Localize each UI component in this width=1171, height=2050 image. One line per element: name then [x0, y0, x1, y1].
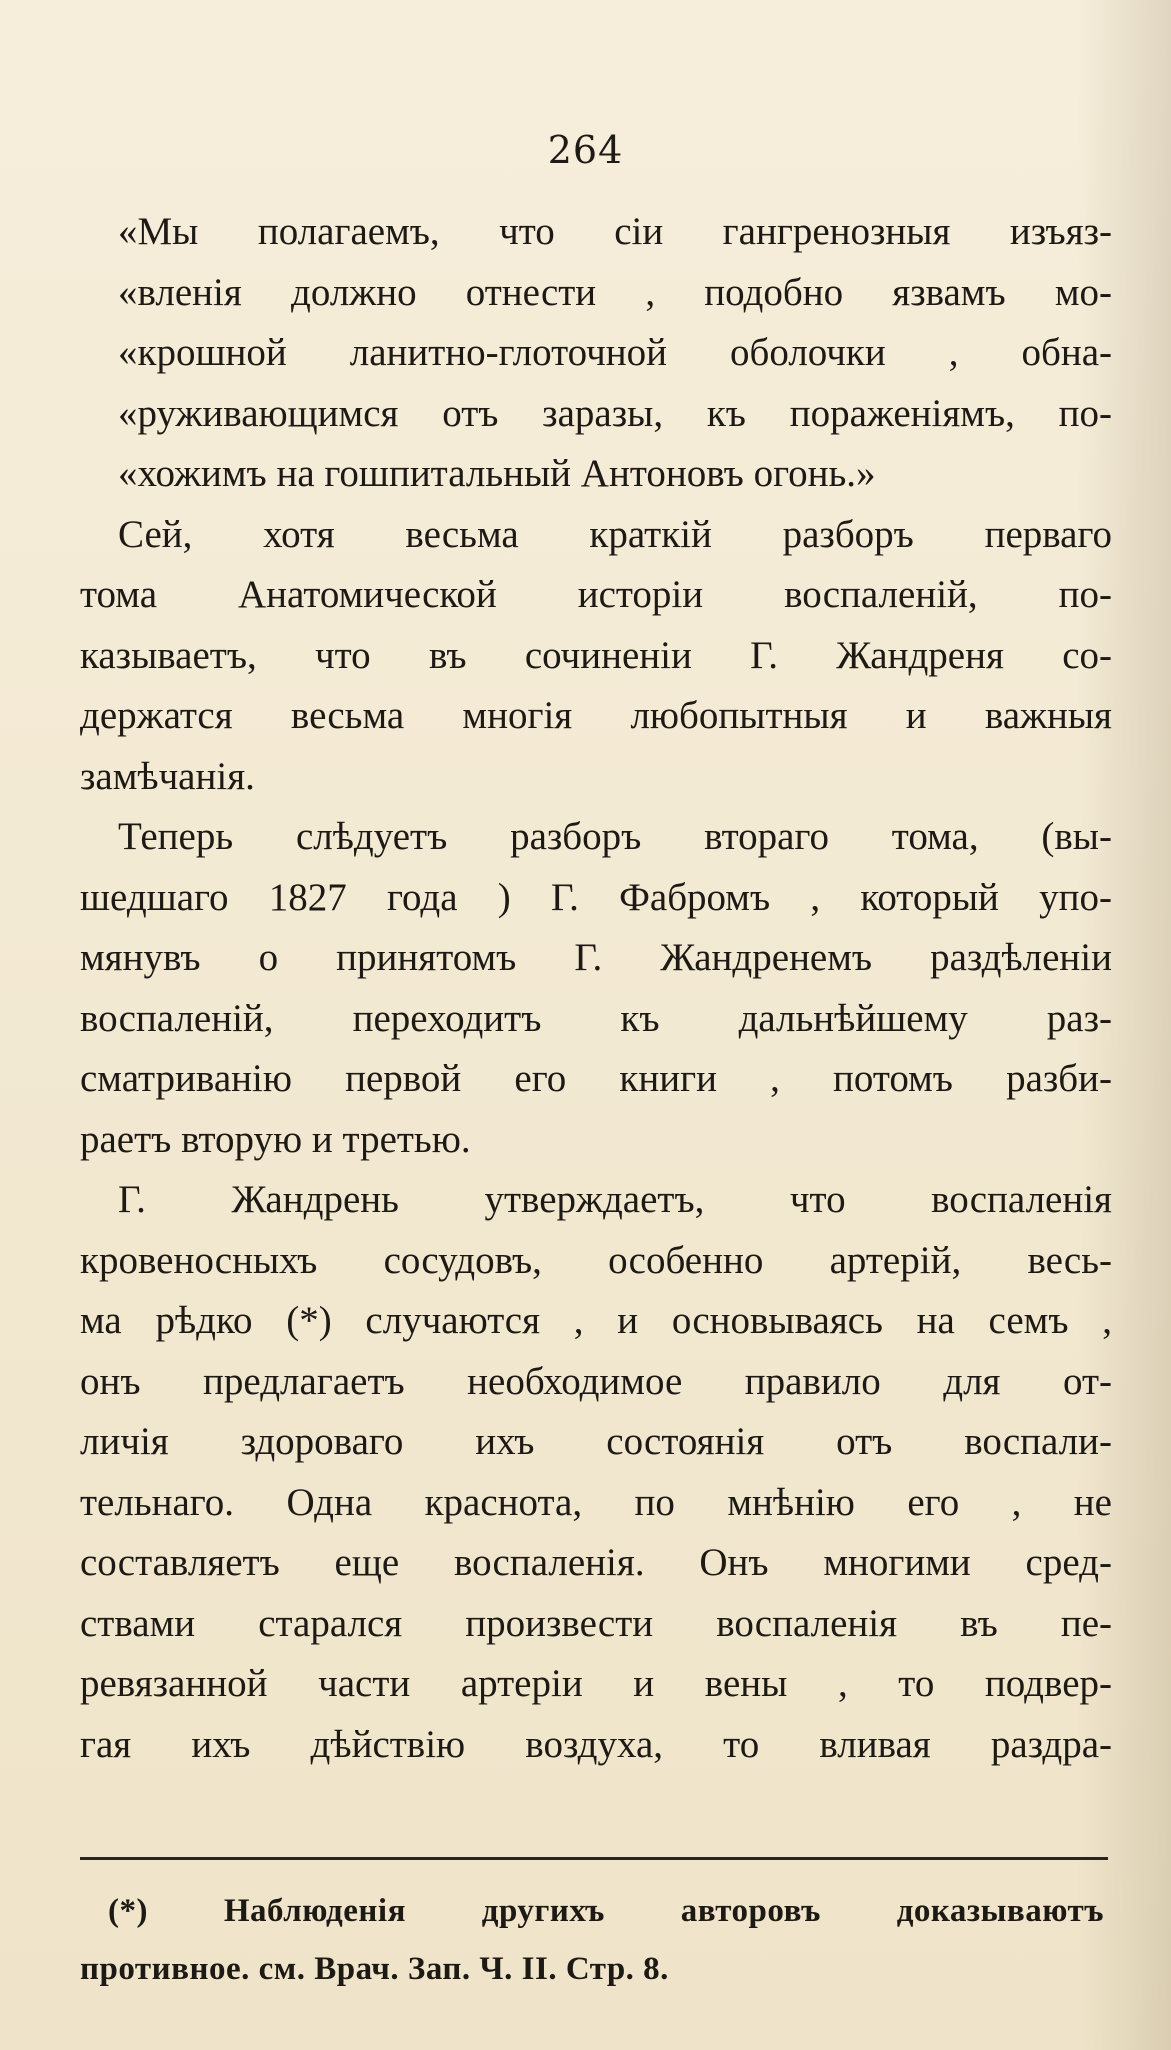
text-line: составляетъ еще воспаленія. Онъ многими сред- — [80, 1541, 1112, 1584]
paragraph-3 — [80, 807, 1112, 1170]
paragraph-2 — [80, 505, 1112, 808]
text-line: «хожимъ на гошпитальный Антоновъ огонь.» — [118, 452, 876, 495]
text-line: ма рѣдко (*) случаются , и основываясь на семъ , — [80, 1299, 1112, 1342]
main-text — [80, 202, 1112, 1775]
text-line: личія здороваго ихъ состоянія отъ воспали- — [80, 1420, 1112, 1463]
text-line: держатся весьма многія любопытныя и важныя — [80, 694, 1112, 737]
text-line: мянувъ о принятомъ Г. Жандренемъ раздѣленіи — [80, 936, 1112, 979]
text-line: Теперь слѣдуетъ разборъ втораго тома, (вы- — [118, 815, 1112, 858]
text-line: Сей, хотя весьма краткій разборъ перваго — [118, 512, 1112, 556]
text-line: «вленія должно отнести , подобно язвамъ мо- — [118, 270, 1112, 314]
paragraph-1 — [80, 202, 1112, 505]
text-line: ревязанной части артеріи и вены , то подвер- — [80, 1662, 1112, 1705]
footnote — [80, 1882, 1104, 1998]
text-line: «руживающимся отъ заразы, къ пораженіямъ, по- — [118, 391, 1112, 435]
text-line: Г. Жандрень утверждаетъ, что воспаленія — [118, 1178, 1112, 1221]
footnote-line: (*) Наблюденія другихъ авторовъ доказываютъ — [108, 1893, 1104, 1929]
paragraph-4 — [80, 1170, 1112, 1775]
text-line: замѣчанія. — [80, 754, 255, 798]
footnote-line: противное. см. Врач. Зап. Ч. II. Стр. 8. — [80, 1951, 669, 1987]
text-line: ствами старался произвести воспаленія въ пе- — [80, 1601, 1112, 1645]
text-line: кровеносныхъ сосудовъ, особенно артерій, весь- — [80, 1238, 1112, 1282]
text-line: онъ предлагаетъ необходимое правило для от- — [80, 1359, 1112, 1403]
text-line: «Мы полагаемъ, что сіи гангренозныя изъяз- — [118, 210, 1112, 253]
text-line: «крошной ланитно-глоточной оболочки , обна- — [118, 331, 1112, 374]
text-line: тельнаго. Одна краснота, по мнѣнію его , не — [80, 1480, 1112, 1524]
text-line: воспаленій, переходитъ къ дальнѣйшему раз- — [80, 996, 1112, 1040]
text-line: раетъ вторую и третью. — [80, 1117, 471, 1161]
page-number: 264 — [547, 128, 624, 172]
text-line: гая ихъ дѣйствію воздуха, то вливая раздра- — [80, 1722, 1112, 1766]
text-line: тома Анатомической исторіи воспаленій, по- — [80, 573, 1112, 616]
footnote-divider — [80, 1857, 1108, 1860]
text-line: сматриванію первой его книги , потомъ разби- — [80, 1057, 1112, 1100]
text-line: казываетъ, что въ сочиненіи Г. Жандреня со- — [80, 633, 1112, 677]
text-line: шедшаго 1827 года ) Г. Фабромъ , который упо- — [80, 875, 1112, 919]
